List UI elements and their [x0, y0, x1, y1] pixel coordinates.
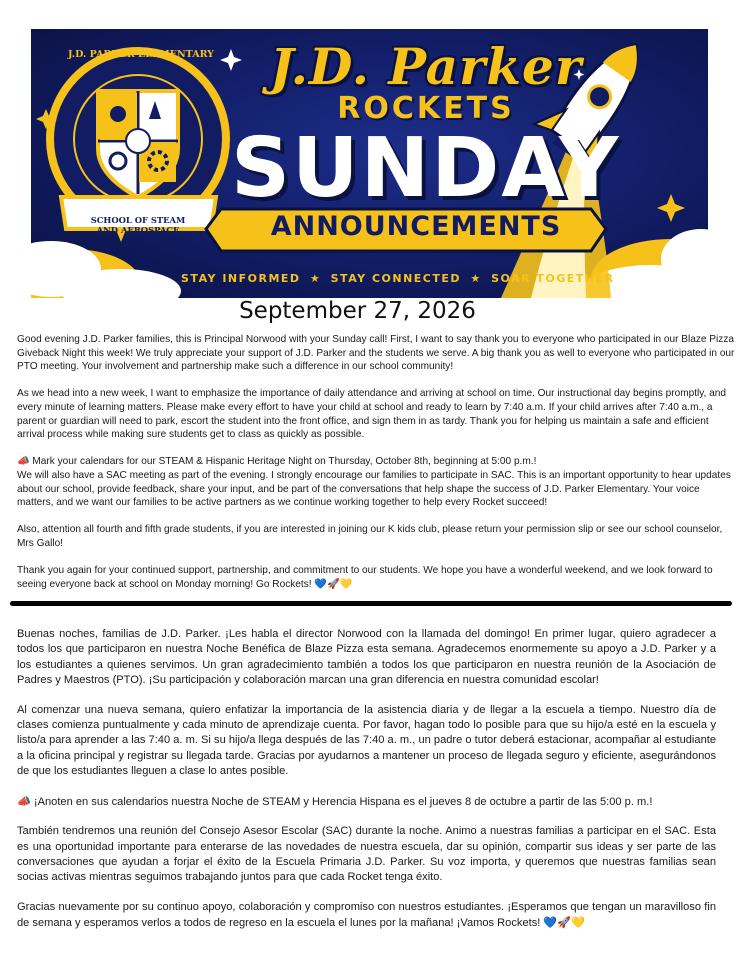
english-paragraph-attendance: As we head into a new week, I want to emphasize the importance of daily attendance and arriving at school on time. Our instructional day begins promptly, and every minute of learning matters. Please make every effort to have your child at school and ready to learn by 7:40 a.m. If your child arrives after 7:40 a.m., a parent or guardian will need to park, escort the student into the front office, and sign them in as tardy. Thank you for helping us maintain a safe and efficient arrival process while making sure students get to class as quickly as possible. [17, 388, 727, 441]
english-paragraph-greeting: Good evening J.D. Parker families, this is Principal Norwood with your Sunday call! First, I want to say thank you to everyone who participated in our Blaze Pizza Giveback Night this week! We truly appreciate your support of J.D. Parker and the students we serve. A big thank you as well to everyone who participated in our PTO meeting. Your involvement and partnership make such a difference in our school community! [17, 334, 735, 373]
announcement-banner [31, 29, 708, 298]
heart-rocket-icons: 💙🚀💛 [543, 916, 585, 930]
tagline-item: STAY INFORMED [181, 272, 301, 285]
banner-title-sunday: SUNDAY [231, 121, 621, 216]
spanish-paragraph-sac: También tendremos una reunión del Consejo Asesor Escolar (SAC) durante la noche. Animo a nuestras familias a participar en el SAC. Esta es una oportunidad importante para enterarse de las novedades de nuestra escuela, dar su opinión, compartir sus ideas y ser parte de las conversaciones que ayudan a forjar el éxito de la Escuela Primaria J.D. Parker. Su voz importa, y queremos que nuestras familias sean socias activas mientras seguimos trabajando juntos para que cada Rocket tenga éxito. [17, 825, 716, 884]
crest-ribbon-text: SCHOOL OF STEAM AND AEROSPACE [90, 215, 186, 235]
megaphone-icon: 📣 [17, 456, 30, 468]
spanish-paragraph-greeting: Buenas noches, familias de J.D. Parker. ¡Les habla el director Norwood con la llamada del domingo! En primer lugar, quiero agradecer a todos los que participaron en nuestra Noche Benéfica de Blaze Pizza esta semana. Agradecemos enormemente su apoyo a J.D. Parker y a los estudiantes a quienes servimos. Un gran agradecimiento también a todos los que participaron en nuestra reunión de la Asociación de Padres y Maestros (PTO). ¡Su participación y colaboración marcan una gran diferencia en nuestra comunidad escolar! [17, 628, 716, 686]
closing-text: Thank you again for your continued support, partnership, and commitment to our students. We hope you have a wonderful weekend, and we look forward to seeing everyone back at school on Monday morning! Go Rockets! [17, 565, 713, 590]
spanish-paragraph-attendance: Al comenzar una nueva semana, quiero enfatizar la importancia de la asistencia diaria y de llegar a la escuela a tiempo. Nuestro día de clases comienza puntualmente y cada minuto de aprendizaje cuenta. Por favor, hagan todo lo posible para que su hijo/a esté en la escuela y listo/a para aprender a las 7:40 a. m. Si su hijo/a llega después de las 7:40 a. m., un padre o tutor deberá estacionar, acompañar al estudiante a la oficina principal y registrar su llegada tarde. Gracias por ayudarnos a mantener un proceso de llegada seguro y eficiente, asegurándonos de que los estudiantes lleguen a clase lo antes posible. [17, 703, 716, 777]
closing-text: Gracias nuevamente por su continuo apoyo, colaboración y compromiso con nuestros estudiantes. ¡Esperamos que tengan un maravilloso fin de semana y esperamos verlos a todos de regreso en la escuela el lunes por la mañana! ¡Vamos Rockets! [17, 901, 716, 930]
english-announcement [17, 333, 735, 605]
banner-title-jd-parker: J.D. Parker [269, 37, 583, 96]
sac-meeting-text: We will also have a SAC meeting as part of the evening. I strongly encourage our families to participate in SAC. This is an important opportunity to hear updates about our school, provide feedback, share your input, and be part of the conversations that help shape the success of J.D. Parker Elementary. Your voice matters, and we want our families to be active partners as we continue working together to help every Rocket succeed! [17, 469, 731, 509]
heart-rocket-icons: 💙🚀💛 [314, 578, 353, 590]
steam-night-text: ¡Anoten en sus calendarios nuestra Noche de STEAM y Herencia Hispana es el jueves 8 de octubre a partir de las 5:00 p. m.! [30, 795, 653, 808]
crest-arc-text: J.D. PARKER ELEMENTARY [68, 49, 214, 60]
tagline-item: SOAR TOGETHER [491, 272, 615, 285]
english-paragraph-closing [17, 564, 735, 591]
steam-night-text: Mark your calendars for our STEAM & Hispanic Heritage Night on Thursday, October 8th, beginning at 5:00 p.m.! [29, 456, 537, 468]
star-icon: ★ [309, 272, 322, 285]
banner-tagline [181, 272, 615, 285]
announcement-date: September 27, 2026 [239, 298, 476, 324]
megaphone-icon: 📣 [17, 794, 31, 808]
banner-title-rockets: ROCKETS [337, 91, 515, 126]
banner-title-announcements: ANNOUNCEMENTS [270, 211, 562, 242]
spanish-paragraph-closing [17, 900, 716, 932]
spanish-announcement [17, 627, 716, 946]
english-paragraph-k-kids: Also, attention all fourth and fifth grade students, if you are interested in joining our K kids club, please return your permission slip or see our school counselor, Mrs Gallo! [17, 524, 723, 549]
english-paragraph-steam-night [17, 455, 735, 509]
spanish-paragraph-steam-night [17, 794, 716, 810]
tagline-item: STAY CONNECTED [330, 272, 462, 285]
section-divider [10, 601, 732, 606]
star-icon: ★ [470, 272, 482, 285]
